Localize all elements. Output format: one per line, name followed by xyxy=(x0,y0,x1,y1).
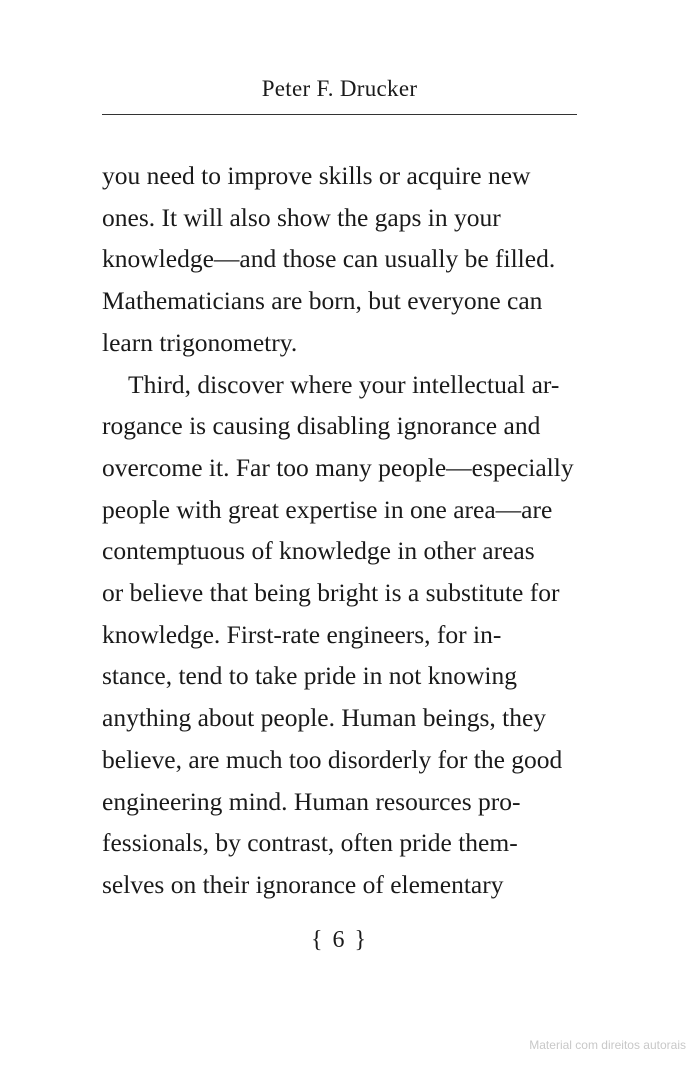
text-line: Mathematicians are born, but everyone can xyxy=(102,286,543,316)
text-line: people with great expertise in one area—are xyxy=(102,494,553,524)
text-line: ones. It will also show the gaps in your xyxy=(102,202,501,232)
text-line: or believe that being bright is a substitute for xyxy=(102,578,560,608)
text-line: overcome it. Far too many people—especially xyxy=(102,452,574,482)
text-line: fessionals, by contrast, often pride them- xyxy=(102,828,518,858)
text-line: selves on their ignorance of elementary xyxy=(102,869,504,899)
text-line: engineering mind. Human resources pro- xyxy=(102,786,521,816)
paragraph-start-line: Third, discover where your intellectual ar- xyxy=(128,369,560,399)
header-rule xyxy=(102,114,577,115)
text-line: learn trigonometry. xyxy=(102,327,298,357)
copyright-watermark: Material com direitos autorais xyxy=(529,1038,686,1052)
page-number: { 6 } xyxy=(310,927,369,953)
running-head: Peter F. Drucker xyxy=(261,76,418,101)
text-line: you need to improve skills or acquire new xyxy=(102,161,531,190)
text-line: stance, tend to take pride in not knowing xyxy=(102,661,517,691)
text-line: rogance is causing disabling ignorance and xyxy=(102,411,541,441)
text-line: knowledge—and those can usually be filled. xyxy=(102,244,556,274)
text-line: believe, are much too disorderly for the good xyxy=(102,744,563,774)
text-line: anything about people. Human beings, they xyxy=(102,703,547,733)
text-line: knowledge. First-rate engineers, for in- xyxy=(102,619,502,649)
body-text xyxy=(102,155,582,906)
text-line: contemptuous of knowledge in other areas xyxy=(102,536,535,566)
